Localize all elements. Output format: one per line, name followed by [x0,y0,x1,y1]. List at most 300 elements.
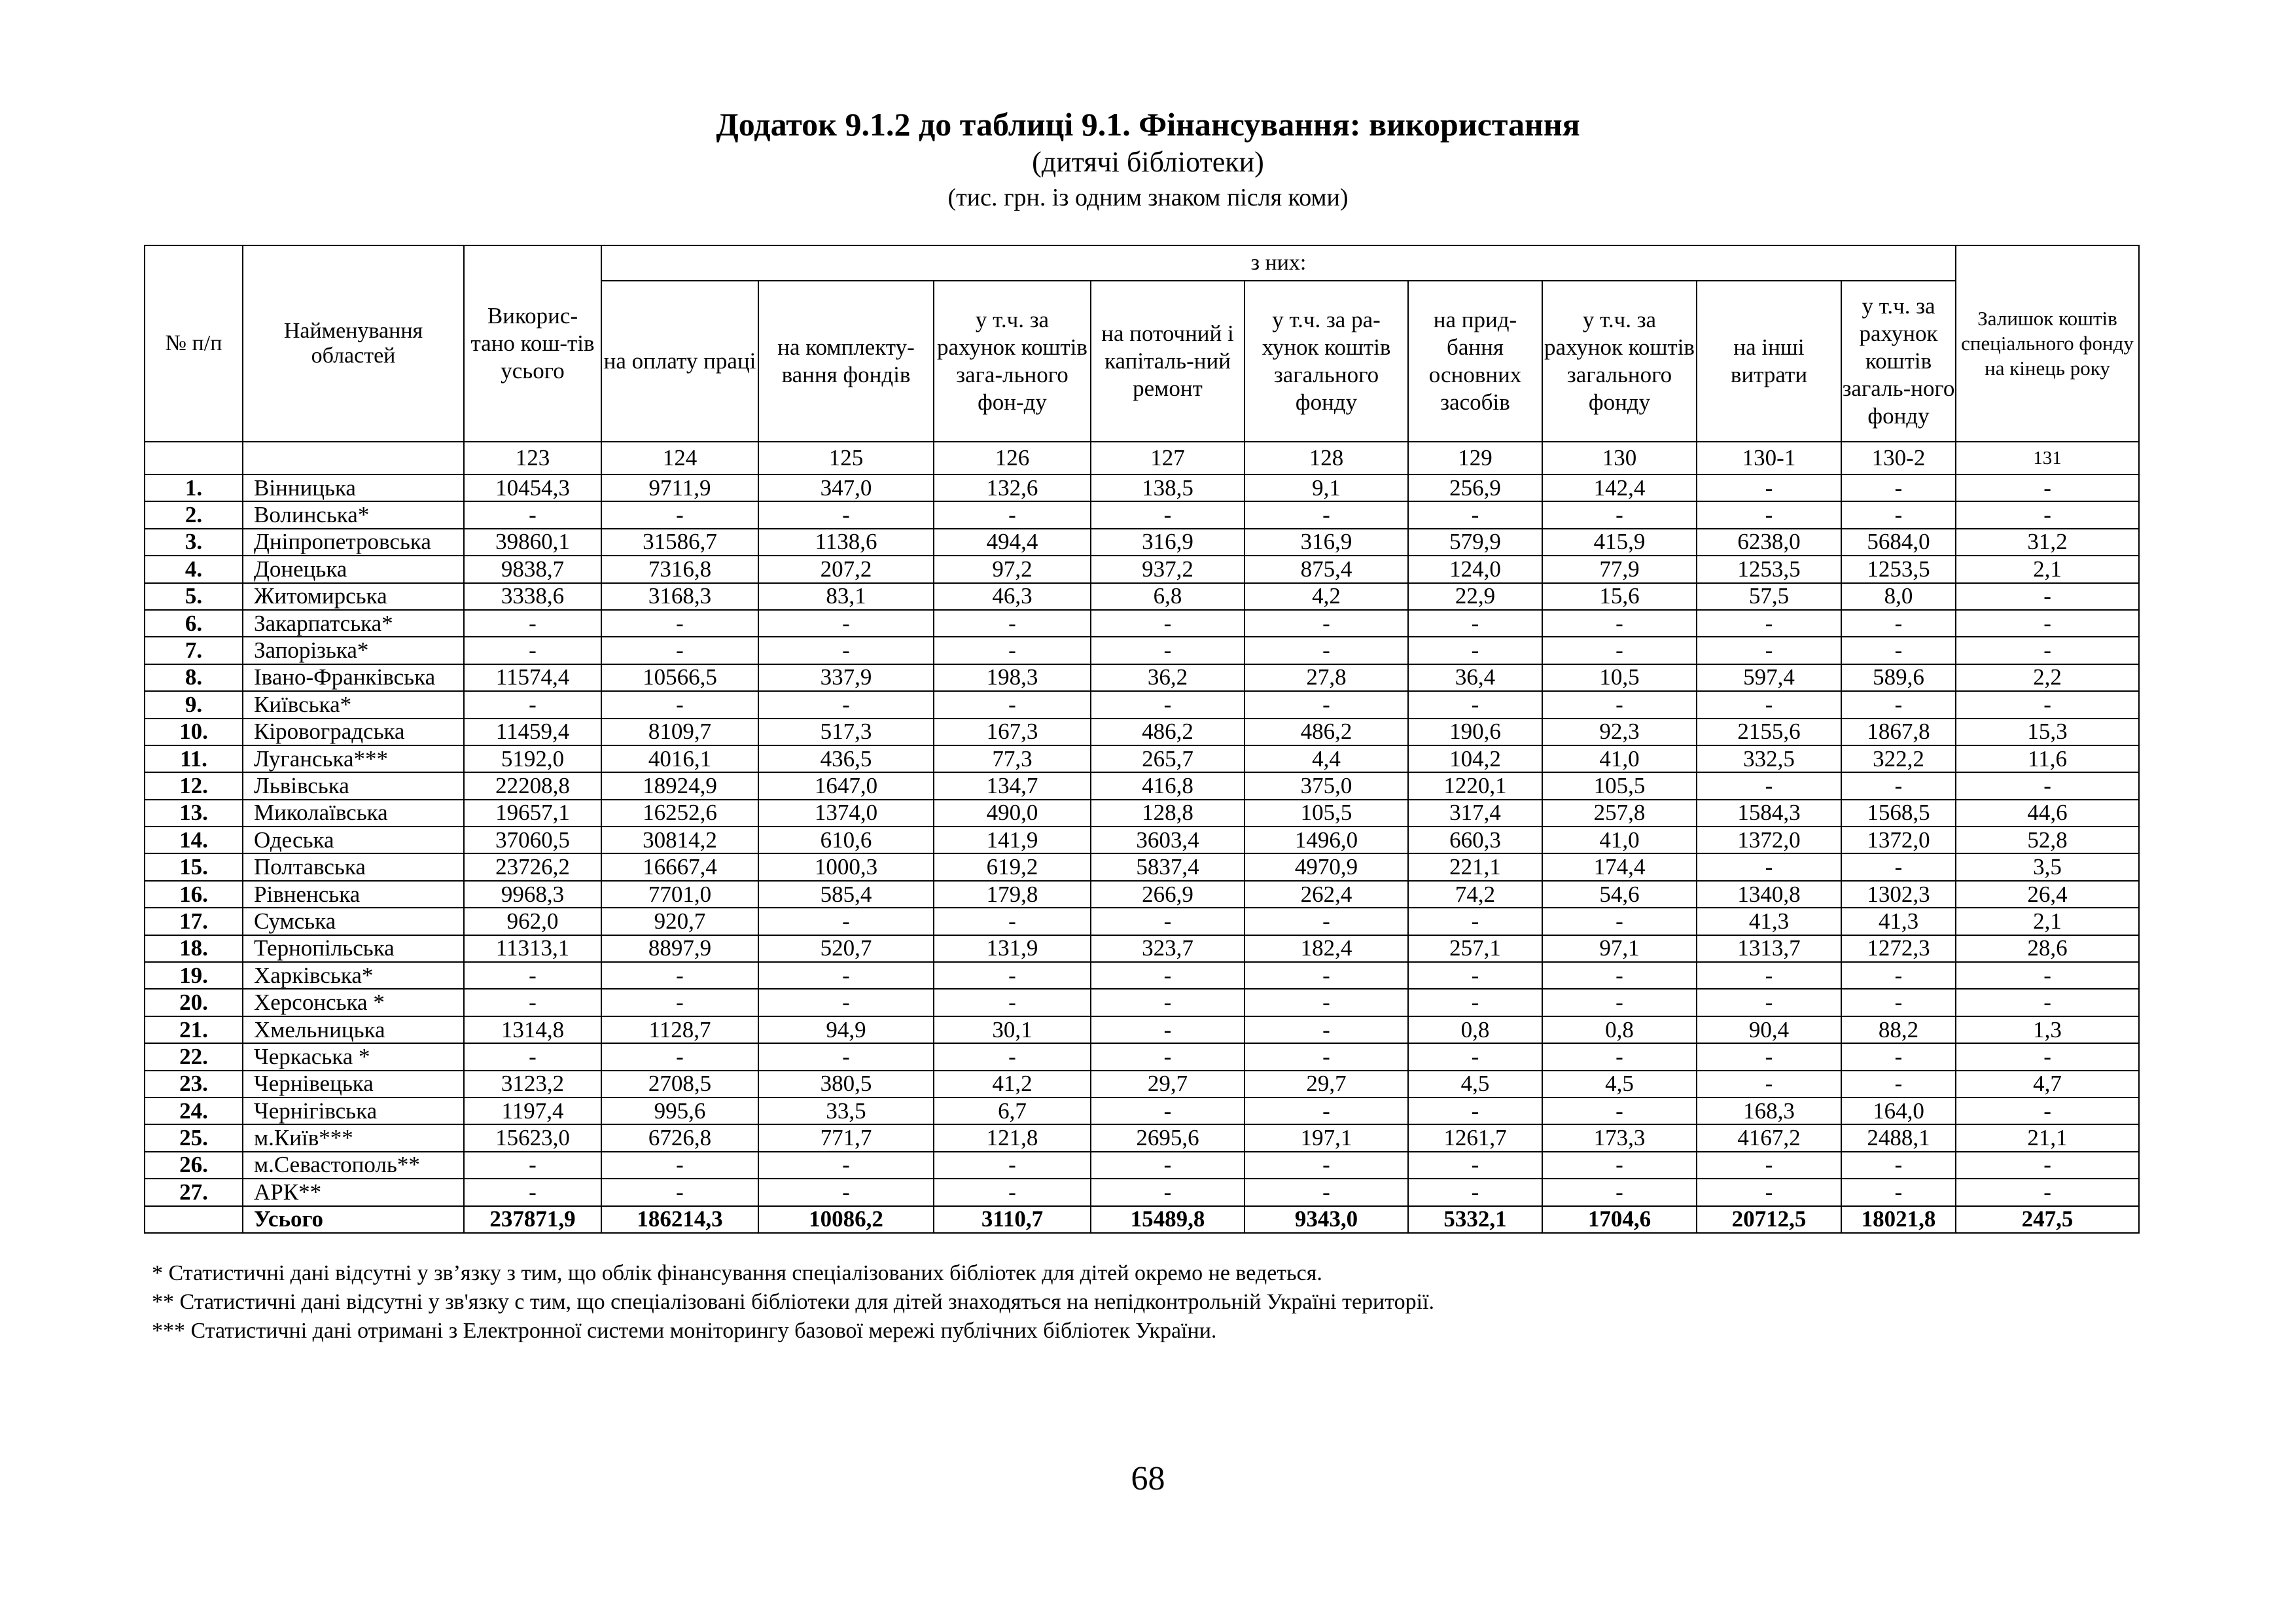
value-cell: 142,4 [1542,474,1697,501]
row-number: 8. [145,664,243,691]
header-repair-general: у т.ч. за ра-хунок коштів загального фонду [1245,281,1408,442]
value-cell: - [464,989,601,1016]
value-cell: 77,9 [1542,556,1697,582]
header-assets-general: у т.ч. за рахунок коштів загального фонду [1542,281,1697,442]
total-value-cell: 1704,6 [1542,1206,1697,1233]
value-cell: 4,5 [1408,1071,1542,1097]
region-name: Харківська* [243,962,464,989]
value-cell: - [758,989,934,1016]
value-cell: 585,4 [758,881,934,908]
value-cell: - [1697,989,1841,1016]
value-cell: - [601,691,758,718]
value-cell: - [1245,1152,1408,1179]
value-cell: 995,6 [601,1097,758,1124]
value-cell: - [1408,989,1542,1016]
value-cell: 962,0 [464,908,601,935]
value-cell: 10,5 [1542,664,1697,691]
value-cell: - [1841,501,1956,528]
value-cell: - [601,1179,758,1205]
value-cell: 97,2 [934,556,1091,582]
value-cell: 4,7 [1956,1071,2139,1097]
value-cell: 39860,1 [464,529,601,556]
value-cell: - [1841,610,1956,637]
region-name: Дніпропетровська [243,529,464,556]
value-cell: - [1841,1179,1956,1205]
header-acquisition-general: у т.ч. за рахунок коштів зага-льного фон-ду [934,281,1091,442]
row-number: 10. [145,719,243,745]
value-cell: 517,3 [758,719,934,745]
value-cell: 1314,8 [464,1016,601,1043]
page-number: 68 [1131,1460,1165,1497]
value-cell: 15,3 [1956,719,2139,745]
value-cell: - [1697,637,1841,664]
value-cell: 1000,3 [758,853,934,880]
value-cell: 2,1 [1956,556,2139,582]
row-number: 9. [145,691,243,718]
value-cell: 27,8 [1245,664,1408,691]
region-name: Одеська [243,827,464,853]
value-cell: - [934,1043,1091,1070]
table-row [145,962,2139,989]
value-cell: 11313,1 [464,935,601,962]
value-cell: 256,9 [1408,474,1542,501]
value-cell: - [1542,610,1697,637]
region-name: Херсонська * [243,989,464,1016]
region-name: АРК** [243,1179,464,1205]
value-cell: - [464,962,601,989]
region-name: Миколаївська [243,800,464,827]
value-cell: - [1841,474,1956,501]
value-cell: - [1956,1179,2139,1205]
value-cell: - [1091,1152,1245,1179]
value-cell: 97,1 [1542,935,1697,962]
value-cell: 105,5 [1542,772,1697,799]
value-cell: 128,8 [1091,800,1245,827]
page-subtitle: (дитячі бібліотеки) [1032,146,1264,178]
code-empty-num [145,442,243,474]
value-cell: 31586,7 [601,529,758,556]
units-note: (тис. грн. із одним знаком після коми) [947,184,1349,211]
value-cell: - [1542,1043,1697,1070]
region-name: Черкаська * [243,1043,464,1070]
value-cell: - [1245,1043,1408,1070]
value-cell: 7701,0 [601,881,758,908]
value-cell: - [1245,1097,1408,1124]
value-cell: 1340,8 [1697,881,1841,908]
value-cell: - [1245,691,1408,718]
value-cell: - [1245,908,1408,935]
value-cell: 11459,4 [464,719,601,745]
value-cell: - [1956,1152,2139,1179]
footnote-2: ** Статистичні дані відсутні у зв'язку с тим, що спеціалізовані бібліотеки для дітей знаходяться на непідконтрольній Україні території. [152,1290,1435,1314]
value-cell: 323,7 [1091,935,1245,962]
value-cell: - [1542,962,1697,989]
value-cell: 28,6 [1956,935,2139,962]
total-value-cell: 10086,2 [758,1206,934,1233]
value-cell: 3168,3 [601,583,758,610]
value-cell: 337,9 [758,664,934,691]
region-name: Закарпатська* [243,610,464,637]
header-name: Найменування областей [243,245,464,442]
value-cell: 5192,0 [464,745,601,772]
table-row [145,529,2139,556]
total-value-cell: 237871,9 [464,1206,601,1233]
value-cell: 33,5 [758,1097,934,1124]
table-row [145,853,2139,880]
row-number: 3. [145,529,243,556]
value-cell: 2,1 [1956,908,2139,935]
row-number: 12. [145,772,243,799]
region-name: Житомирська [243,583,464,610]
value-cell: - [464,691,601,718]
value-cell: - [1841,989,1956,1016]
value-cell: - [1408,1097,1542,1124]
value-cell: 1138,6 [758,529,934,556]
table-row [145,1071,2139,1097]
row-number: 11. [145,745,243,772]
value-cell: 173,3 [1542,1124,1697,1151]
value-cell: - [1408,1179,1542,1205]
value-cell: - [1245,1016,1408,1043]
row-number: 24. [145,1097,243,1124]
value-cell: - [1956,501,2139,528]
value-cell: - [1542,1179,1697,1205]
value-cell: 57,5 [1697,583,1841,610]
value-cell: - [934,637,1091,664]
row-number: 27. [145,1179,243,1205]
value-cell: 322,2 [1841,745,1956,772]
value-cell: 2708,5 [601,1071,758,1097]
region-name: Вінницька [243,474,464,501]
value-cell: 83,1 [758,583,934,610]
table-row [145,800,2139,827]
table-row [145,989,2139,1016]
value-cell: - [1091,637,1245,664]
header-salary: на оплату праці [601,281,758,442]
value-cell: - [601,962,758,989]
value-cell: - [758,637,934,664]
value-cell: 920,7 [601,908,758,935]
code-cell: 127 [1091,442,1245,474]
value-cell: - [1542,637,1697,664]
value-cell: 41,0 [1542,827,1697,853]
table-row [145,745,2139,772]
row-number: 5. [145,583,243,610]
value-cell: 3603,4 [1091,827,1245,853]
row-number: 14. [145,827,243,853]
value-cell: 6,7 [934,1097,1091,1124]
total-label: Усього [243,1206,464,1233]
row-number: 15. [145,853,243,880]
value-cell: 486,2 [1091,719,1245,745]
value-cell: 1372,0 [1841,827,1956,853]
value-cell: - [1091,1043,1245,1070]
total-value-cell: 9343,0 [1245,1206,1408,1233]
value-cell: - [1956,583,2139,610]
header-other: на інші витрати [1697,281,1841,442]
value-cell: 54,6 [1542,881,1697,908]
row-number: 1. [145,474,243,501]
table-row [145,1097,2139,1124]
table-row [145,827,2139,853]
value-cell: - [758,610,934,637]
value-cell: 104,2 [1408,745,1542,772]
value-cell: - [1956,962,2139,989]
value-cell: - [934,501,1091,528]
value-cell: - [1697,691,1841,718]
value-cell: 10566,5 [601,664,758,691]
value-cell: - [1956,610,2139,637]
value-cell: 610,6 [758,827,934,853]
region-name: Донецька [243,556,464,582]
table-row [145,474,2139,501]
value-cell: 316,9 [1245,529,1408,556]
table-row [145,1124,2139,1151]
value-cell: - [1841,772,1956,799]
value-cell: - [1245,989,1408,1016]
value-cell: 4,2 [1245,583,1408,610]
value-cell: 415,9 [1542,529,1697,556]
table-row [145,556,2139,582]
value-cell: - [1091,962,1245,989]
table-row [145,583,2139,610]
value-cell: - [1542,908,1697,935]
row-number: 20. [145,989,243,1016]
region-name: Полтавська [243,853,464,880]
value-cell: - [1408,908,1542,935]
region-name: Чернігівська [243,1097,464,1124]
value-cell: 168,3 [1697,1097,1841,1124]
table-row [145,691,2139,718]
value-cell: 11574,4 [464,664,601,691]
value-cell: 44,6 [1956,800,2139,827]
value-cell: 9838,7 [464,556,601,582]
value-cell: 131,9 [934,935,1091,962]
value-cell: 167,3 [934,719,1091,745]
region-name: Волинська* [243,501,464,528]
value-cell: 41,3 [1841,908,1956,935]
value-cell: 6238,0 [1697,529,1841,556]
row-number: 26. [145,1152,243,1179]
value-cell: - [934,962,1091,989]
region-name: Чернівецька [243,1071,464,1097]
value-cell: - [758,962,934,989]
value-cell: - [1841,962,1956,989]
table-row [145,664,2139,691]
value-cell: - [1091,989,1245,1016]
value-cell: 41,2 [934,1071,1091,1097]
value-cell: - [601,501,758,528]
value-cell: 198,3 [934,664,1091,691]
value-cell: - [1697,853,1841,880]
value-cell: - [758,1179,934,1205]
table-row [145,772,2139,799]
header-num: № п/п [145,245,243,442]
value-cell: - [1841,637,1956,664]
value-cell: 1496,0 [1245,827,1408,853]
value-cell: 579,9 [1408,529,1542,556]
table-row [145,881,2139,908]
total-empty [145,1206,243,1233]
value-cell: - [1542,1097,1697,1124]
value-cell: 8897,9 [601,935,758,962]
value-cell: 265,7 [1091,745,1245,772]
row-number: 23. [145,1071,243,1097]
footnotes [152,1259,2115,1346]
value-cell: 1374,0 [758,800,934,827]
value-cell: - [1542,691,1697,718]
value-cell: - [1408,637,1542,664]
value-cell: 41,0 [1542,745,1697,772]
value-cell: 11,6 [1956,745,2139,772]
value-cell: 1568,5 [1841,800,1956,827]
header-repair: на поточний і капіталь-ний ремонт [1091,281,1245,442]
value-cell: 221,1 [1408,853,1542,880]
value-cell: - [1841,1071,1956,1097]
value-cell: 4167,2 [1697,1124,1841,1151]
value-cell: - [1542,1152,1697,1179]
value-cell: - [1841,1043,1956,1070]
value-cell: 36,4 [1408,664,1542,691]
value-cell: 92,3 [1542,719,1697,745]
table-row [145,501,2139,528]
value-cell: 30814,2 [601,827,758,853]
value-cell: - [601,989,758,1016]
row-number: 21. [145,1016,243,1043]
table-row [145,637,2139,664]
row-number: 2. [145,501,243,528]
value-cell: - [934,989,1091,1016]
value-cell: 5837,4 [1091,853,1245,880]
value-cell: - [601,610,758,637]
value-cell: - [934,610,1091,637]
value-cell: - [1245,962,1408,989]
value-cell: 23726,2 [464,853,601,880]
value-cell: 332,5 [1697,745,1841,772]
value-cell: 30,1 [934,1016,1091,1043]
value-cell: - [1091,610,1245,637]
value-cell: 141,9 [934,827,1091,853]
value-cell: 494,4 [934,529,1091,556]
value-cell: 486,2 [1245,719,1408,745]
value-cell: - [601,637,758,664]
value-cell: 0,8 [1542,1016,1697,1043]
value-cell: 660,3 [1408,827,1542,853]
value-cell: 619,2 [934,853,1091,880]
value-cell: - [1841,853,1956,880]
value-cell: 37060,5 [464,827,601,853]
row-number: 22. [145,1043,243,1070]
region-name: Івано-Франківська [243,664,464,691]
value-cell: 4016,1 [601,745,758,772]
value-cell: 1867,8 [1841,719,1956,745]
value-cell: 771,7 [758,1124,934,1151]
value-cell: 2,2 [1956,664,2139,691]
region-name: Київська* [243,691,464,718]
total-row [145,1206,2139,1233]
value-cell: 316,9 [1091,529,1245,556]
value-cell: 3,5 [1956,853,2139,880]
header-acquisition: на комплекту-вання фондів [758,281,934,442]
value-cell: 1272,3 [1841,935,1956,962]
code-cell: 129 [1408,442,1542,474]
row-number: 17. [145,908,243,935]
value-cell: 7316,8 [601,556,758,582]
value-cell: 4,5 [1542,1071,1697,1097]
value-cell: - [1956,637,2139,664]
value-cell: 2155,6 [1697,719,1841,745]
row-number: 6. [145,610,243,637]
value-cell: - [1697,610,1841,637]
region-name: Сумська [243,908,464,935]
value-cell: 2695,6 [1091,1124,1245,1151]
code-cell: 130 [1542,442,1697,474]
value-cell: 19657,1 [464,800,601,827]
value-cell: - [1956,691,2139,718]
value-cell: 347,0 [758,474,934,501]
value-cell: 138,5 [1091,474,1245,501]
value-cell: 46,3 [934,583,1091,610]
value-cell: - [1408,610,1542,637]
value-cell: 22208,8 [464,772,601,799]
value-cell: 257,8 [1542,800,1697,827]
total-value-cell: 3110,7 [934,1206,1091,1233]
total-value-cell: 5332,1 [1408,1206,1542,1233]
value-cell: - [1408,1043,1542,1070]
value-cell: - [1408,691,1542,718]
value-cell: 1647,0 [758,772,934,799]
value-cell: 4,4 [1245,745,1408,772]
value-cell: - [1408,501,1542,528]
total-value-cell: 15489,8 [1091,1206,1245,1233]
table-row [145,908,2139,935]
value-cell: - [1542,989,1697,1016]
row-number: 16. [145,881,243,908]
value-cell: - [1697,1071,1841,1097]
value-cell: - [1542,501,1697,528]
value-cell: - [601,1043,758,1070]
value-cell: - [1697,772,1841,799]
value-cell: 15,6 [1542,583,1697,610]
value-cell: - [464,637,601,664]
code-cell: 124 [601,442,758,474]
value-cell: - [934,1179,1091,1205]
row-number: 13. [145,800,243,827]
value-cell: - [934,908,1091,935]
value-cell: - [1956,1043,2139,1070]
row-number: 7. [145,637,243,664]
value-cell: - [758,1152,934,1179]
value-cell: 262,4 [1245,881,1408,908]
table-body [145,474,2139,1233]
value-cell: 207,2 [758,556,934,582]
region-name: м.Київ*** [243,1124,464,1151]
value-cell: 1372,0 [1697,827,1841,853]
code-cell: 130-2 [1841,442,1956,474]
header-balance: Залишок коштів спеціального фонду на кінець року [1956,245,2139,442]
footnote-1: * Статистичні дані відсутні у зв’язку з тим, що облік фінансування спеціалізованих бібліотек для дітей окремо не ведеться. [152,1261,1322,1285]
value-cell: 41,3 [1697,908,1841,935]
value-cell: - [1245,637,1408,664]
code-cell: 130-1 [1697,442,1841,474]
financing-table [144,245,2140,1234]
value-cell: - [758,691,934,718]
value-cell: - [601,1152,758,1179]
value-cell: - [1956,772,2139,799]
table-row [145,935,2139,962]
value-cell: 29,7 [1091,1071,1245,1097]
value-cell: 317,4 [1408,800,1542,827]
